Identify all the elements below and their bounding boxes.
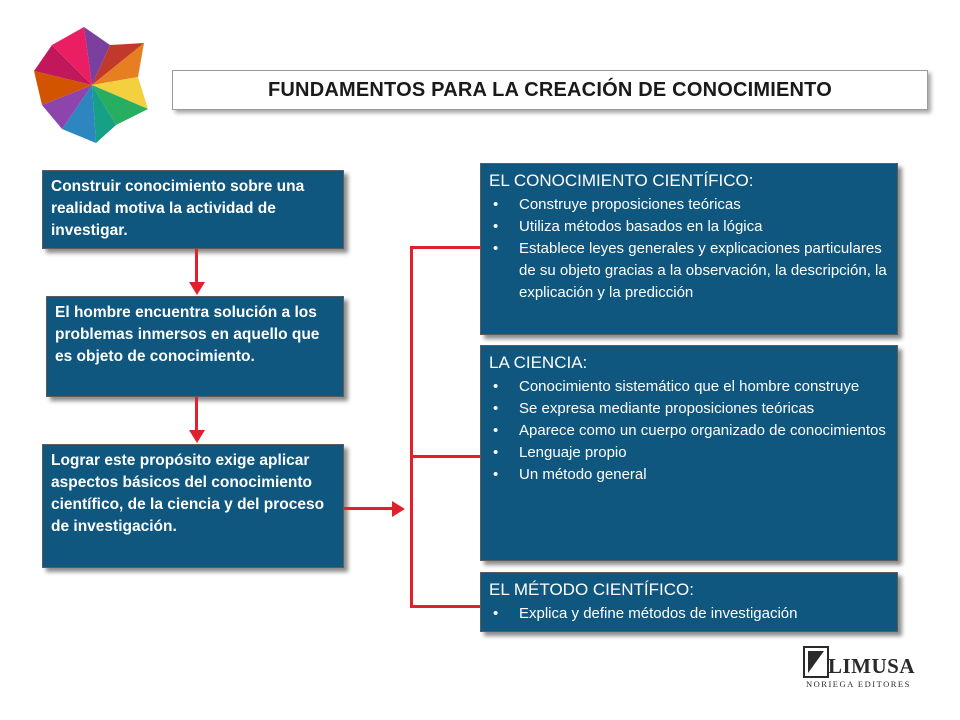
bracket-top xyxy=(410,246,482,249)
bracket-middle xyxy=(410,455,482,458)
metodo-heading: EL MÉTODO CIENTÍFICO: xyxy=(489,580,694,599)
list-item: • Construye proposiciones teóricas xyxy=(489,194,889,216)
list-item: • Un método general xyxy=(489,464,889,486)
left-box-2-text: El hombre encuentra solución a los problemas inmersos en aquello que es objeto de conocimiento. xyxy=(55,304,320,365)
arrowhead-2 xyxy=(189,430,205,444)
right-box-ciencia xyxy=(480,345,898,561)
left-box-3-text: Lograr este propósito exige aplicar aspectos básicos del conocimiento científico, de la ciencia y del proceso de investigación. xyxy=(51,452,325,535)
list-item: • Se expresa mediante proposiciones teóricas xyxy=(489,398,889,420)
arrowhead-3 xyxy=(392,501,406,517)
left-box-1-text: Construir conocimiento sobre una realidad motiva la actividad de investigar. xyxy=(51,178,305,239)
page-title: FUNDAMENTOS PARA LA CREACIÓN DE CONOCIMIENTO xyxy=(268,78,832,101)
left-box-2 xyxy=(46,296,344,397)
right-box-conocimiento xyxy=(480,163,898,335)
list-item: • Lenguaje propio xyxy=(489,442,889,464)
limusa-emblem-icon xyxy=(803,646,829,678)
list-item: • Aparece como un cuerpo organizado de conocimientos xyxy=(489,420,889,442)
connector-left-horizontal xyxy=(344,507,396,510)
list-item: • Explica y define métodos de investigación xyxy=(489,603,889,625)
ciencia-heading: LA CIENCIA: xyxy=(489,353,588,372)
bracket-bottom xyxy=(410,605,482,608)
list-item: • Conocimiento sistemático que el hombre construye xyxy=(489,376,889,398)
left-box-1 xyxy=(42,170,344,249)
pinwheel-logo xyxy=(22,20,162,150)
publisher-logo-sub: NORIEGA EDITORES xyxy=(806,679,911,689)
right-box-metodo xyxy=(480,572,898,632)
title-box xyxy=(172,70,928,110)
conocimiento-heading: EL CONOCIMIENTO CIENTÍFICO: xyxy=(489,171,754,190)
list-item: • Utiliza métodos basados en la lógica xyxy=(489,216,889,238)
arrowhead-1 xyxy=(189,282,205,296)
bracket-vertical xyxy=(410,246,413,608)
publisher-logo-name: LIMUSA xyxy=(828,654,916,678)
left-box-3 xyxy=(42,444,344,568)
list-item: • Establece leyes generales y explicaciones particulares de su objeto gracias a la observación, la descripción, la explicación y la predicción xyxy=(489,238,889,304)
